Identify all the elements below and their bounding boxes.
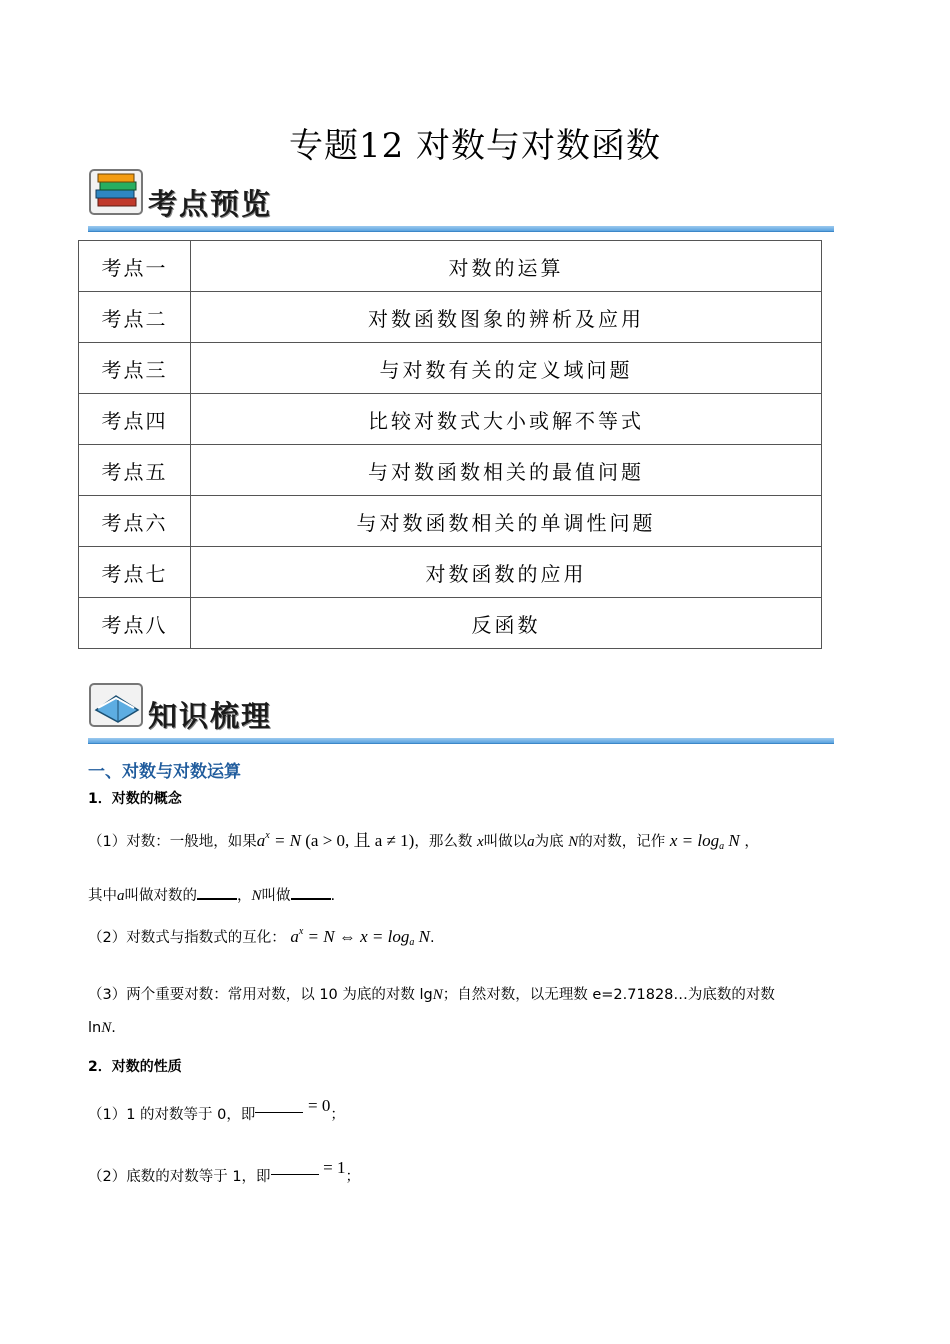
- text: （1）1 的对数等于 0，即: [88, 1107, 256, 1123]
- text: ；自然对数，以无理数 e=2.71828…为底数的对数: [442, 987, 775, 1003]
- var-a: a: [117, 888, 125, 904]
- formula-a: a: [290, 927, 299, 946]
- kaodian-row: [79, 394, 822, 445]
- paragraph-important-logs: [88, 983, 775, 1004]
- kaodian-content: 与对数函数相关的最值问题: [191, 445, 822, 496]
- kaodian-row: [79, 292, 822, 343]
- kaodian-row: [79, 496, 822, 547]
- paragraph-log-of-one: [88, 1096, 345, 1124]
- kaodian-content: 比较对数式大小或解不等式: [191, 394, 822, 445]
- text: （2）底数的对数等于 1，即: [88, 1169, 271, 1185]
- var-x: x: [476, 834, 484, 850]
- text: ，那么数: [414, 834, 473, 850]
- formula-base: a: [719, 841, 725, 852]
- text: 的对数，记作: [578, 834, 666, 850]
- formula-eq: = 1: [323, 1158, 346, 1177]
- var-N: N: [101, 1020, 112, 1036]
- text: （2）对数式与指数式的互化：: [88, 930, 286, 946]
- text: ，: [744, 834, 759, 850]
- text: .: [111, 1020, 116, 1036]
- heading-log-concept: 1．对数的概念: [88, 791, 182, 807]
- paragraph-log-exp-conversion: [88, 926, 435, 948]
- text: 叫做: [261, 888, 291, 904]
- formula-cond: (a > 0, 且 a ≠ 1): [301, 831, 415, 850]
- section-title: 知识梳理: [148, 699, 273, 733]
- kaodian-content: 对数函数的应用: [191, 547, 822, 598]
- kaodian-row: [79, 445, 822, 496]
- kaodian-label: 考点八: [79, 598, 191, 649]
- heading-log-operations: 一、对数与对数运算: [88, 762, 241, 782]
- blank-underline: [271, 1174, 319, 1175]
- kaodian-content: 对数函数图象的辨析及应用: [191, 292, 822, 343]
- kaodian-row: [79, 343, 822, 394]
- books-icon: [88, 168, 144, 218]
- var-a: a: [527, 834, 535, 850]
- kaodian-label: 考点四: [79, 394, 191, 445]
- kaodian-label: 考点六: [79, 496, 191, 547]
- section-divider: [88, 226, 834, 232]
- heading-log-properties: 2．对数的性质: [88, 1059, 182, 1075]
- text: ，: [237, 888, 252, 904]
- kaodian-row: [79, 241, 822, 292]
- text: （3）两个重要对数：常用对数，以 10 为底的对数 lg: [88, 987, 433, 1003]
- kaodian-content: 反函数: [191, 598, 822, 649]
- kaodian-content: 对数的运算: [191, 241, 822, 292]
- formula-a: a: [256, 831, 266, 850]
- kaodian-label: 考点五: [79, 445, 191, 496]
- kaodian-label: 考点二: [79, 292, 191, 343]
- notebook-icon: [88, 680, 144, 730]
- text: ln: [88, 1020, 102, 1036]
- kaodian-label: 考点三: [79, 343, 191, 394]
- section-header-kaodian: [88, 168, 834, 238]
- kaodian-label: 考点一: [79, 241, 191, 292]
- formula-eq: = 0: [308, 1096, 331, 1115]
- paragraph-base-true-number: [88, 884, 335, 905]
- formula-exp: x: [265, 830, 270, 841]
- blank-underline: [197, 886, 237, 900]
- paragraph-log-definition: [88, 826, 759, 852]
- section-title: 考点预览: [148, 187, 273, 221]
- formula-eq: = N: [269, 831, 301, 850]
- kaodian-content: 与对数有关的定义域问题: [191, 343, 822, 394]
- formula-log: x = log: [669, 831, 720, 850]
- var-N: N: [432, 987, 443, 1003]
- formula-equiv: = N ⇔ x = log: [303, 927, 410, 946]
- var-N: N: [568, 834, 579, 850]
- paragraph-ln: [88, 1020, 116, 1037]
- text: ；: [345, 1169, 361, 1185]
- blank-underline: [255, 1112, 303, 1113]
- blank-underline: [291, 886, 331, 900]
- text: .: [330, 888, 336, 904]
- kaodian-table: [78, 240, 822, 649]
- text: .: [429, 930, 435, 946]
- kaodian-content: 与对数函数相关的单调性问题: [191, 496, 822, 547]
- kaodian-row: [79, 598, 822, 649]
- text: 叫做以: [483, 834, 528, 850]
- formula-base: a: [409, 937, 415, 948]
- var-N: N: [251, 888, 262, 904]
- formula-N: N: [414, 927, 430, 946]
- kaodian-label: 考点七: [79, 547, 191, 598]
- kaodian-row: [79, 547, 822, 598]
- page-title: 专题12 对数与对数函数: [288, 126, 662, 166]
- text: 为底: [534, 834, 564, 850]
- text: 其中: [88, 888, 117, 904]
- formula-exp: x: [298, 926, 304, 937]
- section-divider: [88, 738, 834, 744]
- text: ；: [330, 1107, 345, 1123]
- paragraph-log-of-base: [88, 1158, 360, 1186]
- formula-N: N: [724, 831, 740, 850]
- text: （1）对数：一般地，如果: [88, 834, 257, 850]
- section-header-zhishi: [88, 680, 834, 750]
- text: 叫做对数的: [124, 888, 197, 904]
